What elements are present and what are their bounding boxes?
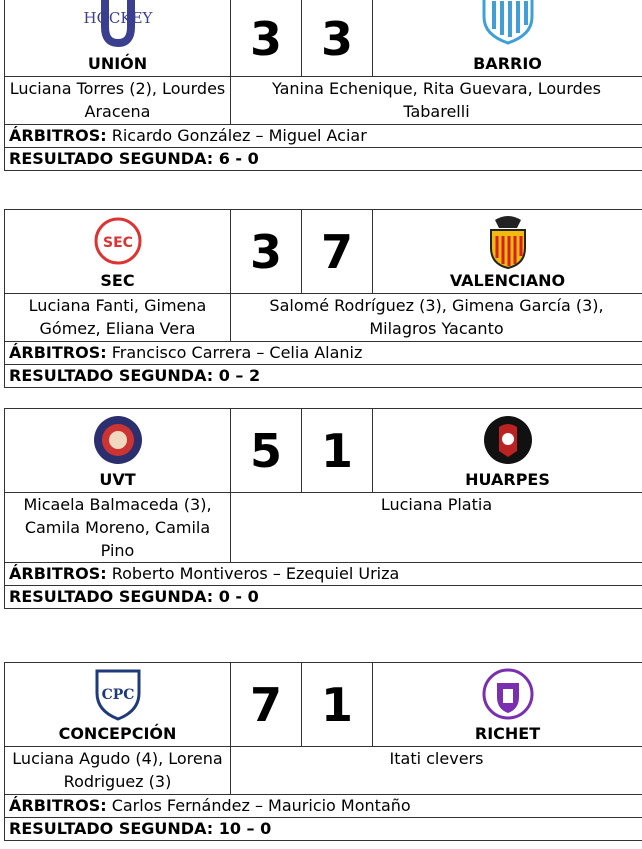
home-score: 7 (231, 663, 302, 747)
second-result-row: RESULTADO SEGUNDA: 0 – 2 (5, 365, 642, 388)
home-score: 3 (231, 210, 302, 294)
away-team-cell (373, 210, 642, 294)
match-card (4, 209, 642, 388)
home-scorers: Luciana Agudo (4), Lorena Rodriguez (3) (5, 747, 231, 795)
away-scorers: Luciana Platia (231, 493, 642, 563)
away-score: 1 (302, 409, 373, 493)
home-team-cell (5, 663, 231, 747)
referees-row: ÁRBITROS: Roberto Montiveros – Ezequiel Uriza (5, 563, 642, 586)
home-team-cell (5, 409, 231, 493)
away-team-name: RICHET (474, 724, 541, 743)
away-team-cell (373, 409, 642, 493)
home-scorers: Luciana Torres (2), Lourdes Aracena (5, 77, 231, 125)
sec-logo-icon (93, 216, 143, 266)
away-team-cell (373, 0, 642, 77)
home-score: 3 (231, 0, 302, 77)
away-team-name: BARRIO (473, 54, 542, 73)
svg-text:HOCKEY: HOCKEY (83, 9, 152, 27)
away-score: 7 (302, 210, 373, 294)
union-hockey-logo-icon (83, 0, 153, 49)
home-scorers: Micaela Balmaceda (3), Camila Moreno, Camila Pino (5, 493, 231, 563)
match-card (4, 0, 642, 171)
away-scorers: Yanina Echenique, Rita Guevara, Lourdes Tabarelli (231, 77, 642, 125)
home-team-name: CONCEPCIÓN (58, 724, 177, 743)
away-scorers: Salomé Rodríguez (3), Gimena García (3), Milagros Yacanto (231, 294, 642, 342)
home-team-name: SEC (100, 271, 135, 290)
second-result-row: RESULTADO SEGUNDA: 6 - 0 (5, 148, 642, 171)
referees-row: ÁRBITROS: Ricardo González – Miguel Aciar (5, 125, 642, 148)
away-team-name: VALENCIANO (449, 271, 566, 290)
referees-row: ÁRBITROS: Francisco Carrera – Celia Alaniz (5, 342, 642, 365)
huarpes-emblem-icon (481, 413, 535, 467)
away-score: 1 (302, 663, 373, 747)
richet-crest-icon (481, 667, 535, 721)
home-team-cell (5, 0, 231, 77)
away-team-name: HUARPES (465, 470, 550, 489)
away-scorers: Itati clevers (231, 747, 642, 795)
second-result-row: RESULTADO SEGUNDA: 0 - 0 (5, 586, 642, 609)
home-score: 5 (231, 409, 302, 493)
away-team-cell (373, 663, 642, 747)
uvt-emblem-icon (91, 413, 145, 467)
svg-text:CPC: CPC (101, 687, 134, 703)
referees-row: ÁRBITROS: Carlos Fernández – Mauricio Montaño (5, 795, 642, 818)
home-scorers: Luciana Fanti, Gimena Gómez, Eliana Vera (5, 294, 231, 342)
barrio-shield-icon (478, 0, 538, 45)
home-team-cell (5, 210, 231, 294)
second-result-row: RESULTADO SEGUNDA: 10 – 0 (5, 818, 642, 841)
home-team-name: UNIÓN (87, 54, 148, 73)
match-card (4, 408, 642, 609)
away-score: 3 (302, 0, 373, 77)
home-team-name: UVT (99, 470, 136, 489)
match-card (4, 662, 642, 841)
concepcion-shield-icon (91, 667, 145, 721)
valenciano-crest-icon (483, 212, 533, 270)
svg-text:SEC: SEC (102, 235, 133, 251)
